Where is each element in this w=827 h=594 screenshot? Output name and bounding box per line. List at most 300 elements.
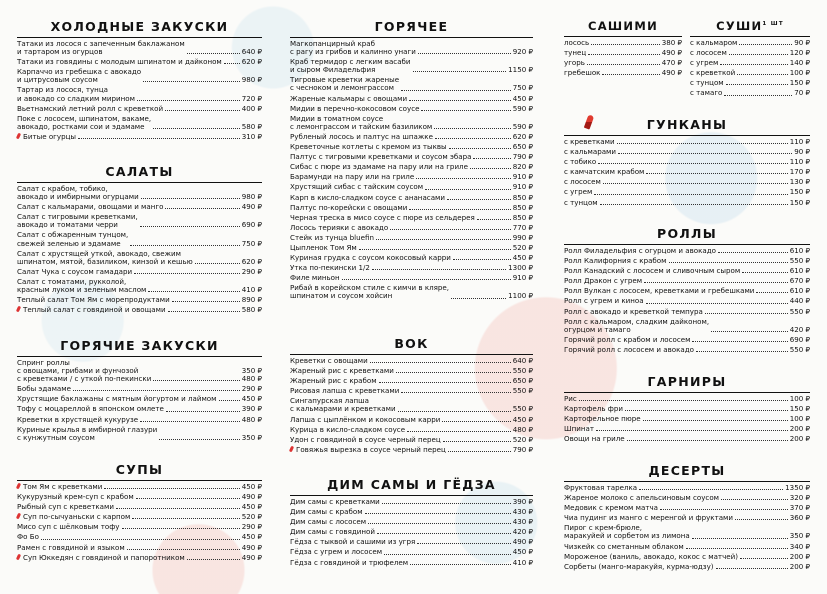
menu-item-name: с лососем [690,48,727,58]
menu-item-name: с кальмаром [690,38,738,47]
menu-item-price: 380 ₽ [661,38,682,47]
menu-item [17,483,262,491]
menu-item [564,524,810,540]
dot-leader [448,451,511,452]
menu-item-name: Теплый салат Том Ям с морепродуктами [17,295,170,305]
section-title [290,15,533,38]
menu-item-name: Жареные кальмары с овощами [290,93,408,103]
section-title [17,160,262,183]
menu-item-price: 490 ₽ [512,537,533,547]
menu-item-price: 90 ₽ [794,38,810,47]
menu-item [290,58,533,74]
menu-item-price: 100 ₽ [789,394,810,403]
menu-item-price: 390 ₽ [241,404,262,414]
menu-item-name: Лосось терияки с авокадо [290,222,389,232]
menu-item-name: Фруктовая тарелка [564,483,638,492]
menu-item-price: 750 ₽ [512,83,533,93]
section-title [564,222,810,245]
menu-item-name: Дим самы с лососем [290,517,367,527]
menu-item-name: Магкопанцирный краб с рагу из грибов и калинно унаги [290,39,416,57]
menu-item-name: Салат с обжаренным тунцом, свежей зеленью и эдамаме [17,230,129,248]
dot-leader [410,564,511,565]
menu-item-price: 490 ₽ [241,492,262,502]
menu-item-price: 550 ₽ [512,386,533,396]
section-title-text: ДИМ САМЫ И ГЁДЗА [327,477,496,492]
menu-item [564,405,810,413]
menu-item [564,553,810,561]
menu-item [290,436,533,444]
menu-item [17,306,262,314]
dot-leader [379,382,511,383]
menu-item-price: 610 ₽ [789,266,810,276]
menu-item-price: 790 ₽ [512,444,533,454]
menu-item-price: 130 ₽ [789,177,810,187]
menu-item [290,153,533,161]
dot-leader [416,178,510,179]
menu-item-name: тунец [564,48,587,58]
menu-item-price: 150 ₽ [789,404,810,414]
menu-item-price: 640 ₽ [241,47,262,57]
dot-leader [451,298,506,299]
menu-item-price: 770 ₽ [512,222,533,232]
dot-leader [104,488,239,489]
menu-item-name: Ролл с кальмаром, сладким дайконом, огурцом и тамаго [564,316,710,334]
menu-item [564,148,810,156]
menu-item-price: 550 ₽ [789,306,810,316]
dot-leader [140,421,240,422]
menu-item-price: 200 ₽ [789,434,810,444]
dot-leader [134,273,240,274]
menu-item-name: Утка по-пекински 1/2 [290,263,370,273]
menu-item-name: Куриные крылья в имбирной глазури с кунжутным соусом [17,424,158,442]
menu-item [290,426,533,434]
menu-item-price: 610 ₽ [789,246,810,255]
menu-item [290,518,533,526]
dot-leader [718,252,788,253]
menu-item [564,415,810,423]
menu-item [290,173,533,181]
menu-item-name: Рисовая лапша с креветками [290,386,400,396]
menu-item-name: Ролл с угрем и киноа [564,296,644,306]
menu-item-price: 450 ₽ [241,394,262,404]
dot-leader [224,63,240,64]
dot-leader [382,503,511,504]
menu-item-name: Салат Чука с соусом гамадари [17,266,133,276]
menu-item-name: угорь [564,58,585,68]
dot-leader [132,518,239,519]
menu-item [17,105,262,113]
menu-item [564,287,810,295]
menu-item-price: 490 ₽ [661,68,682,78]
menu-item [17,533,262,541]
dot-leader [396,372,511,373]
menu-item-price: 420 ₽ [512,527,533,537]
dot-leader [617,143,788,144]
menu-item-name: Гёдза с угрем и лососем [290,547,383,557]
menu-item-name: Поке с лососем, шпинатом, вакаме, авокадо, ростками сои и эдамаме [17,113,152,131]
dot-leader [669,262,788,263]
menu-item-price: 430 ₽ [512,517,533,527]
dot-leader [646,173,787,174]
section-gunkans [564,113,810,207]
menu-item-price: 490 ₽ [661,48,682,58]
menu-item [564,543,810,551]
dot-leader [413,71,507,72]
section-title-note: 1 ШТ [762,21,784,28]
menu-item-name: с тунцом [690,78,724,88]
menu-item-name: Мороженое (ваниль, авокадо, кокос с матчей) [564,551,739,561]
dot-leader [73,390,240,391]
dot-leader [137,100,240,101]
menu-item [290,143,533,151]
menu-item-name: Черная треска в мисо соусе с пюре из сельдерея [290,212,475,222]
menu-item-price: 480 ₽ [241,414,262,424]
dot-leader [398,411,511,412]
menu-item [290,274,533,282]
menu-item-name: Пирог с крем-брюле, маракуйей и сорбетом из лимона [564,523,690,541]
menu-item [290,95,533,103]
menu-item-price: 590 ₽ [512,103,533,113]
menu-item-name: Барамунди на пару или на гриле [290,172,415,182]
dot-leader [477,219,511,220]
menu-item-price: 990 ₽ [512,232,533,242]
dot-leader [370,362,511,363]
menu-item-name: Карп в кисло-сладком соусе с ананасами [290,192,445,202]
menu-item-name: Дим самы с креветками [290,497,380,506]
dot-leader [756,292,787,293]
menu-item-name: Куриная грудка с соусом кокосовый карри [290,253,451,263]
menu-item-name: Мидии в перечно-кокосовом соусе [290,103,420,113]
menu-item-price: 650 ₽ [512,142,533,152]
menu-item-name: Говяжья вырезка в соусе черный перец [290,446,446,454]
menu-item [290,234,533,242]
dot-leader [407,431,511,432]
dot-leader [726,84,788,85]
menu-item-price: 310 ₽ [241,131,262,141]
menu-item-price: 550 ₽ [789,256,810,266]
menu-item-price: 450 ₽ [512,547,533,557]
section-title [290,332,533,355]
menu-item-price: 490 ₽ [241,202,262,212]
menu-item-name: Хрустящие баклажаны с мятным йогуртом и лаймом [17,394,217,404]
menu-item-name: лосось [564,38,590,47]
menu-item-name: с тобико [564,157,597,167]
menu-item-name: Дим самы с крабом [290,507,363,517]
section-sashimi [564,15,682,77]
menu-item [564,435,810,443]
dot-leader [739,44,792,45]
dot-leader [372,269,506,270]
menu-item-price: 110 ₽ [789,137,810,146]
menu-item [290,224,533,232]
dot-leader [740,558,788,559]
menu-item-price: 350 ₽ [789,531,810,541]
menu-item [290,508,533,516]
dot-leader [742,272,788,273]
menu-item [290,284,533,300]
menu-item-price: 410 ₽ [241,285,262,295]
menu-item-name: Мидии в томатном соусе с лемонграссом и тайским базиликом [290,113,433,131]
menu-item [17,513,262,521]
menu-item-name: с кальмарами [564,147,617,157]
menu-item [17,554,262,562]
menu-item-name: Ролл Вулкан с лососем, креветками и гребешками [564,286,755,296]
dot-leader [729,54,788,55]
menu-item [290,40,533,56]
menu-item [564,247,810,255]
menu-item-price: 470 ₽ [661,58,682,68]
dot-leader [365,513,511,514]
menu-item [564,514,810,522]
section-title-text: ГАРНИРЫ [647,374,727,389]
menu-item-price: 650 ₽ [512,376,533,386]
menu-item-price: 790 ₽ [512,152,533,162]
section-title [564,370,810,393]
menu-item-name: Ролл Дракон с угрем [564,276,643,286]
dot-leader [425,189,511,190]
menu-item [17,231,262,247]
menu-item-price: 580 ₽ [241,121,262,131]
section-title [564,113,810,136]
menu-item-price: 70 ₽ [794,88,810,98]
menu-item-name: Креветки с овощами [290,356,368,365]
menu-item [290,498,533,506]
menu-item [17,544,262,552]
dot-leader [409,100,511,101]
menu-item-price: 490 ₽ [241,552,262,562]
menu-item-name: Салат с томатами, рукколой, красным луком и зеленым маслом [17,276,147,295]
menu-item [17,296,262,304]
menu-item-name: Медовик с кремом матча [564,503,659,513]
menu-item-name: Стейк из тунца bluefin [290,232,374,242]
menu-item-name: Суп по-сычуаньски с карпом [17,513,130,521]
dot-leader [443,441,511,442]
menu-item-price: 370 ₽ [789,503,810,513]
dot-leader [453,259,511,260]
menu-item [564,318,810,334]
menu-item-name: Креветки в хрустящей кукурузе [17,414,139,424]
dot-leader [720,64,787,65]
menu-item-name: Тартар из лосося, тунца и авокадо со сладким мирином [17,85,135,103]
menu-item [17,395,262,403]
dot-leader [195,263,240,264]
menu-item-price: 440 ₽ [789,296,810,306]
section-sushi [690,15,810,98]
section-title [17,458,262,481]
dot-leader [159,439,239,440]
dot-leader [643,420,788,421]
dot-leader [116,508,240,509]
menu-item [290,387,533,395]
menu-item [564,267,810,275]
menu-item-name: Ролл Канадский с лососем и сливочным сыром [564,266,741,276]
menu-item-name: Рибай в корейском стиле с кимчи в кляре, шпинатом и соусом хойсин [290,283,450,301]
menu-item [17,278,262,294]
menu-item-price: 200 ₽ [789,551,810,561]
dot-leader [716,568,788,569]
menu-item-name: Карпаччо из гребешка с авокадо и цитрусовым соусом [17,67,142,85]
dot-leader [587,64,660,65]
menu-item-price: 400 ₽ [241,103,262,113]
dot-leader [122,528,240,529]
section-dimsum-gyoza [290,473,533,567]
menu-item-price: 850 ₽ [512,192,533,202]
menu-item [290,254,533,262]
menu-item-price: 910 ₽ [512,172,533,182]
menu-item-price: 340 ₽ [789,541,810,551]
dot-leader [417,543,510,544]
menu-item [564,395,810,403]
menu-item-name: Хрустящий сибас с тайским соусом [290,182,424,192]
menu-item-name: Цыпленок Том Ям [290,242,357,252]
section-title [17,15,262,38]
section-salads [17,160,262,314]
menu-item [290,183,533,191]
menu-item-name: Жареный рис с креветками [290,366,394,376]
menu-item-name: с креветками [564,137,615,146]
menu-item [690,89,810,97]
section-title-text: СУШИ [716,19,763,33]
menu-item-price: 450 ₽ [512,414,533,424]
menu-item [690,39,810,47]
menu-item [290,528,533,536]
menu-item-name: Лапша с цыплёнком и кокосовым карри [290,414,441,424]
menu-item-name: Теплый салат с говядиной и овощами [17,306,166,314]
dot-leader [165,110,240,111]
menu-item-name: Тофу с моцареллой в японском омлете [17,404,164,414]
section-title-text: ГОРЯЧИЕ ЗАКУСКИ [60,338,219,353]
menu-item-price: 550 ₽ [789,344,810,354]
menu-item-price: 1350 ₽ [785,483,810,492]
menu-item-name: Ролл с авокадо и креветкой темпура [564,306,703,316]
menu-item-name: Картофель фри [564,404,623,414]
menu-item [564,257,810,265]
menu-item-price: 550 ₽ [512,404,533,414]
menu-item-name: Рыбный суп с креветками [17,502,114,512]
menu-item-name: с лососем [564,177,601,187]
dot-leader [596,430,788,431]
menu-item-price: 980 ₽ [241,192,262,202]
dot-leader [219,400,240,401]
menu-item-name: Бобы эдамаме [17,384,71,394]
dot-leader [376,239,511,240]
dot-leader [591,44,659,45]
menu-item [564,336,810,344]
dot-leader [187,53,240,54]
menu-item [690,69,810,77]
dot-leader [721,499,788,500]
menu-item-price: 620 ₽ [241,256,262,266]
menu-item-price: 520 ₽ [512,242,533,252]
menu-item-name: Спринг роллы с овощами, грибами и фунчозой с креветками / с уткой по-пекински [17,358,152,384]
menu-item [17,86,262,102]
menu-item-price: 90 ₽ [794,147,810,157]
dot-leader [618,153,792,154]
section-title-text: ВОК [394,336,429,351]
menu-item-name: Рамен с говядиной и языком [17,542,125,552]
menu-item [290,397,533,413]
menu-item [290,367,533,375]
section-title-text: ХОЛОДНЫЕ ЗАКУСКИ [50,19,229,34]
menu-item-price: 110 ₽ [789,157,810,167]
menu-item [17,268,262,276]
section-hot-appetizers [17,334,262,442]
menu-item [290,416,533,424]
section-rolls [564,222,810,354]
dot-leader [359,249,511,250]
menu-item [564,297,810,305]
dot-leader [696,351,788,352]
menu-item [564,49,682,57]
menu-item-name: Рубленый лосось и палтус на шпажке [290,131,433,141]
menu-item [17,213,262,229]
menu-item-price: 610 ₽ [789,286,810,296]
menu-item [17,40,262,56]
menu-item [690,49,810,57]
menu-item-name: с креветкой [690,68,736,78]
menu-item [564,39,682,47]
menu-item [17,523,262,531]
menu-item-price: 750 ₽ [241,238,262,248]
dot-leader [705,313,788,314]
menu-item-price: 150 ₽ [789,197,810,207]
dot-leader [692,341,787,342]
dot-leader [78,138,240,139]
menu-item-price: 490 ₽ [241,542,262,552]
menu-item-name: Том Ям с креветками [17,483,102,491]
dot-leader [594,194,787,195]
menu-item-name: Вьетнамский летний ролл с креветкой [17,103,164,113]
section-cold-appetizers [17,15,262,141]
section-title-text: ДЕСЕРТЫ [648,463,726,478]
menu-item-price: 1300 ₽ [508,263,533,273]
menu-item [290,548,533,556]
menu-item-name: Горячий ролл с крабом и лососем [564,334,691,344]
dot-leader [724,95,792,96]
menu-item-name: Чизкейк со сметанным облаком [564,541,684,551]
menu-item [17,405,262,413]
menu-item-price: 290 ₽ [241,522,262,532]
menu-item-name: Чиа пудинг из манго с меренгой и фруктами [564,513,734,523]
dot-leader [140,226,240,227]
dot-leader [187,559,240,560]
dot-leader [737,74,787,75]
section-wok [290,332,533,454]
menu-item-name: Татаки из лосося с запеченным баклажаном и тартаром из огурцов [17,39,185,57]
dot-leader [711,331,788,332]
dot-leader [447,199,511,200]
menu-item [564,138,810,146]
dot-leader [153,380,239,381]
menu-item-name: Салат с хрустящей уткой, авокадо, свежим шпинатом, мятой, базиликом, кинзой и кешью [17,248,193,266]
menu-item [290,264,533,272]
dot-leader [342,279,511,280]
menu-item [690,79,810,87]
dot-leader [470,168,511,169]
menu-item-name: Креветочные котлеты с кремом из тыквы [290,142,447,152]
dot-leader [735,519,788,520]
dot-leader [639,489,783,490]
dot-leader [442,421,510,422]
dot-leader [686,548,788,549]
menu-item [290,76,533,92]
menu-item-name: Рис [564,394,577,403]
menu-item-price: 720 ₽ [241,93,262,103]
section-title-text: САШИМИ [587,19,659,33]
dot-leader [644,282,788,283]
menu-item-name: с угрем [690,58,719,68]
section-title-text: САЛАТЫ [105,164,174,179]
